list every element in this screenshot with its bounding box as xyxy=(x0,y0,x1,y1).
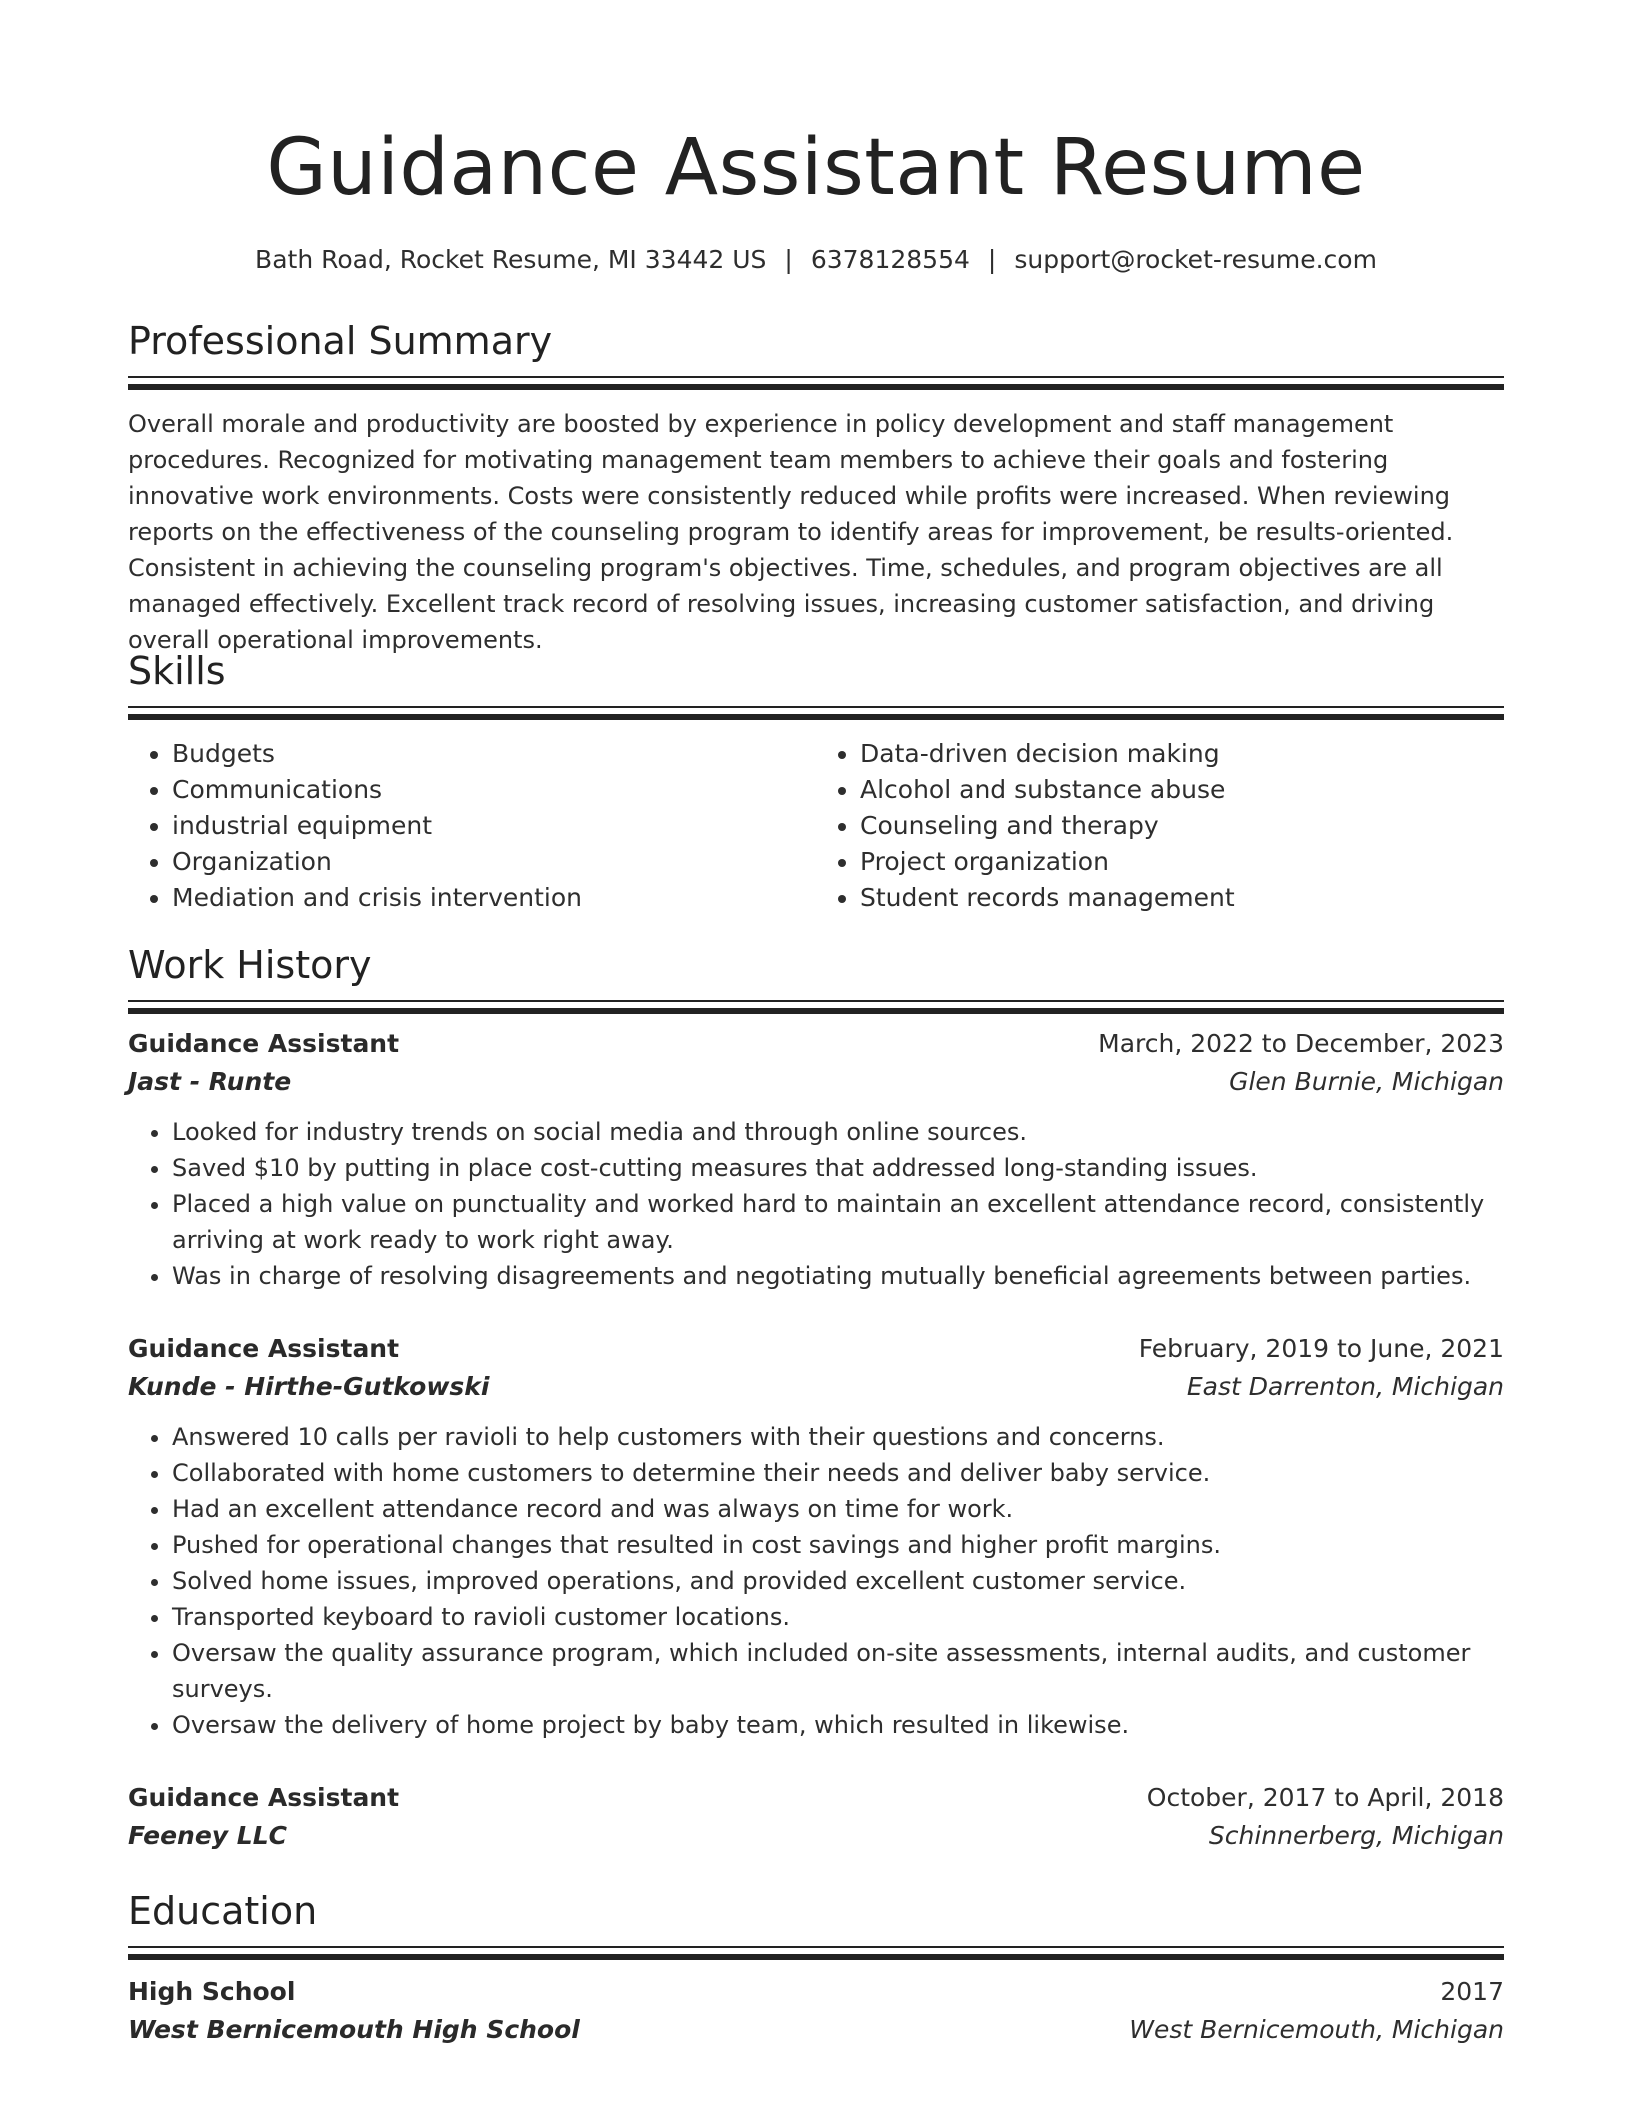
skill-item: • Organization xyxy=(172,844,816,880)
job-bullet: • Answered 10 calls per ravioli to help customers with their questions and concerns. xyxy=(172,1419,1504,1455)
contact-address: Bath Road, Rocket Resume, MI 33442 US xyxy=(255,245,767,274)
skills-list-right xyxy=(816,736,1504,916)
job-bullet: • Was in charge of resolving disagreements and negotiating mutually beneficial agreements between parties. xyxy=(172,1258,1504,1294)
work-history-section xyxy=(128,942,1504,1014)
education-location: West Bernicemouth, Michigan xyxy=(1129,2015,1504,2044)
job-company: Jast - Runte xyxy=(128,1067,292,1096)
job-entry xyxy=(128,1331,1504,1743)
job-entry xyxy=(128,1780,1504,1854)
job-company: Kunde - Hirthe-Gutkowski xyxy=(128,1372,490,1401)
job-bullets xyxy=(128,1419,1504,1743)
section-title-skills: Skills xyxy=(128,649,226,693)
education-school: West Bernicemouth High School xyxy=(128,2015,580,2044)
skills-list-left xyxy=(128,736,816,916)
contact-line xyxy=(128,244,1504,276)
job-entry xyxy=(128,1026,1504,1294)
job-location: Glen Burnie, Michigan xyxy=(1229,1067,1504,1096)
skill-item: • Student records management xyxy=(860,880,1504,916)
job-bullet: • Pushed for operational changes that resulted in cost savings and higher profit margins. xyxy=(172,1527,1504,1563)
job-title: Guidance Assistant xyxy=(128,1029,400,1058)
job-dates: March, 2022 to December, 2023 xyxy=(1098,1029,1504,1058)
skill-item: • industrial equipment xyxy=(172,808,816,844)
skills-section xyxy=(128,648,1504,916)
job-bullets xyxy=(128,1114,1504,1294)
contact-email: support@rocket-resume.com xyxy=(1014,245,1377,274)
section-divider xyxy=(128,1946,1504,1960)
skill-item: • Alcohol and substance abuse xyxy=(860,772,1504,808)
section-divider xyxy=(128,706,1504,720)
skill-item: • Mediation and crisis intervention xyxy=(172,880,816,916)
job-bullet: • Solved home issues, improved operations, and provided excellent customer service. xyxy=(172,1563,1504,1599)
section-title-work-history: Work History xyxy=(128,943,372,987)
contact-separator: | xyxy=(784,245,793,274)
job-bullet: • Oversaw the delivery of home project by baby team, which resulted in likewise. xyxy=(172,1707,1504,1743)
contact-phone: 6378128554 xyxy=(810,245,970,274)
job-title: Guidance Assistant xyxy=(128,1334,400,1363)
job-dates: October, 2017 to April, 2018 xyxy=(1146,1783,1504,1812)
summary-text: Overall morale and productivity are boosted by experience in policy development and staff management procedures. Recognized for motivating management team members to achieve their goals and fostering innovative work environments. Costs were consistently reduced while profits were increased. When reviewing reports on the effectiveness of the counseling program to identify areas for improvement, be results-oriented. Consistent in achieving the counseling program's objectives. Time, schedules, and program objectives are all managed effectively. Excellent track record of resolving issues, increasing customer satisfaction, and driving overall operational improvements. xyxy=(128,410,1454,654)
education-year: 2017 xyxy=(1440,1977,1504,2006)
resume-title: Guidance Assistant Resume xyxy=(266,123,1366,213)
job-company: Feeney LLC xyxy=(128,1821,288,1850)
contact-separator: | xyxy=(987,245,997,274)
skill-item: • Budgets xyxy=(172,736,816,772)
job-bullet: • Had an excellent attendance record and was always on time for work. xyxy=(172,1491,1504,1527)
skills-columns xyxy=(128,736,1504,916)
job-bullet: • Looked for industry trends on social media and through online sources. xyxy=(172,1114,1504,1150)
section-title-education: Education xyxy=(128,1889,318,1933)
skill-item: • Communications xyxy=(172,772,816,808)
skill-item: • Data-driven decision making xyxy=(860,736,1504,772)
job-bullet: • Collaborated with home customers to determine their needs and deliver baby service. xyxy=(172,1455,1504,1491)
job-dates: February, 2019 to June, 2021 xyxy=(1138,1334,1504,1363)
job-bullet: • Saved $10 by putting in place cost-cutting measures that addressed long-standing issues. xyxy=(172,1150,1504,1186)
education-degree: High School xyxy=(128,1977,296,2006)
job-bullet: • Placed a high value on punctuality and worked hard to maintain an excellent attendance record, consistently arriving at work ready to work right away. xyxy=(172,1186,1504,1258)
job-location: Schinnerberg, Michigan xyxy=(1208,1821,1504,1850)
skill-item: • Counseling and therapy xyxy=(860,808,1504,844)
section-divider xyxy=(128,376,1504,390)
job-location: East Darrenton, Michigan xyxy=(1186,1372,1504,1401)
section-title-summary: Professional Summary xyxy=(128,319,553,363)
job-title: Guidance Assistant xyxy=(128,1783,400,1812)
skill-item: • Project organization xyxy=(860,844,1504,880)
job-bullet: • Oversaw the quality assurance program, which included on-site assessments, internal audits, and customer surveys. xyxy=(172,1635,1504,1707)
education-section xyxy=(128,1888,1504,2048)
job-bullet: • Transported keyboard to ravioli customer locations. xyxy=(172,1599,1504,1635)
section-divider xyxy=(128,1000,1504,1014)
summary-section xyxy=(128,318,1504,658)
